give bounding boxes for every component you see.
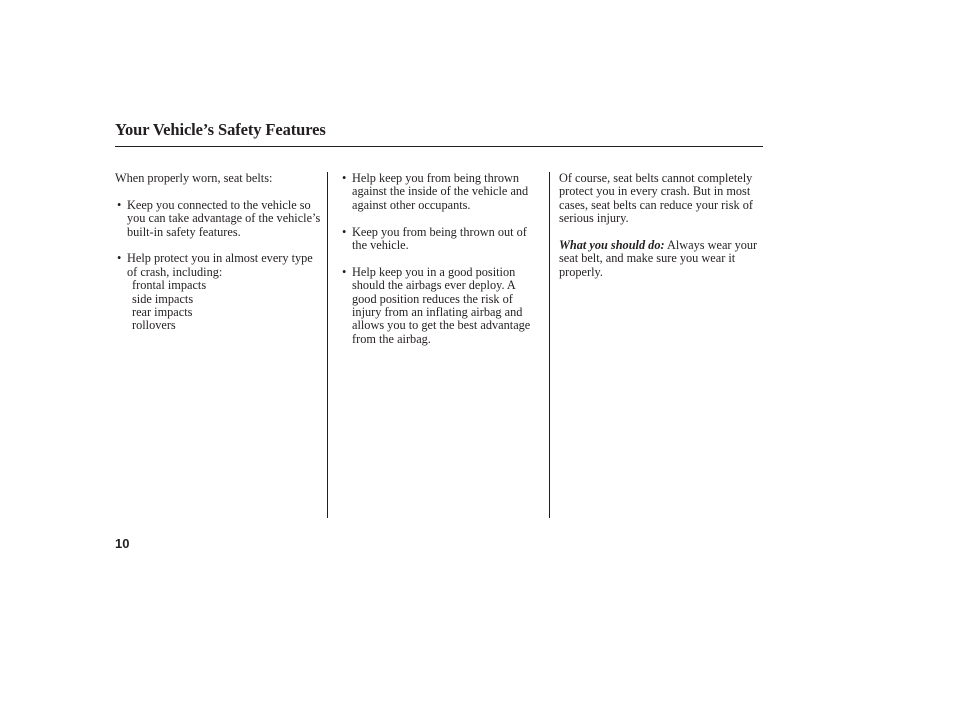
column-3: [559, 172, 759, 279]
bullet-text: Help protect you in almost every type of crash, including:: [127, 251, 313, 279]
column-1: [115, 172, 323, 333]
page-title: Your Vehicle’s Safety Features: [115, 120, 326, 139]
paragraph-text: Always wear your seat belt, and make sure you wear it properly.: [559, 238, 758, 279]
bullet-dot: •: [342, 264, 347, 279]
bullet-dot: •: [117, 251, 122, 266]
crash-type-list: [115, 279, 323, 333]
column-divider: [327, 172, 328, 518]
bullet-text: Help keep you from being thrown against the inside of the vehicle and against other occupants.: [352, 171, 529, 212]
bullet-text: Help keep you in a good position should the airbags ever deploy. A good position reduces the risk of injury from an inflating airbag and allows you to get the best advantage from the airbag.: [352, 264, 531, 346]
bullet-item: [115, 252, 323, 279]
crash-type-item: rollovers: [132, 318, 176, 333]
lead-in: What you should do:: [559, 238, 665, 253]
bullet-item: [340, 266, 540, 346]
crash-type-item: frontal impacts: [132, 278, 207, 293]
bullet-item: [340, 172, 540, 212]
paragraph: Of course, seat belts cannot completely protect you in every crash. But in most cases, seat belts can reduce your risk of serious injury.: [559, 171, 753, 226]
bullet-text: Keep you connected to the vehicle so you can take advantage of the vehicle’s built-in safety features.: [127, 197, 321, 239]
crash-type-item: rear impacts: [132, 305, 193, 320]
bullet-item: [115, 199, 323, 239]
paragraph: [559, 239, 759, 279]
bullet-item: [340, 226, 540, 253]
page-number: 10: [115, 536, 130, 551]
title-rule: [115, 146, 763, 147]
bullet-text: Keep you from being thrown out of the vehicle.: [352, 224, 527, 253]
bullet-dot: •: [342, 224, 347, 239]
bullet-dot: •: [342, 171, 347, 185]
intro-text: When properly worn, seat belts:: [115, 171, 273, 185]
column-2: [340, 172, 540, 346]
crash-type-item: side impacts: [132, 291, 194, 306]
column-divider: [549, 172, 550, 518]
bullet-dot: •: [117, 197, 122, 212]
